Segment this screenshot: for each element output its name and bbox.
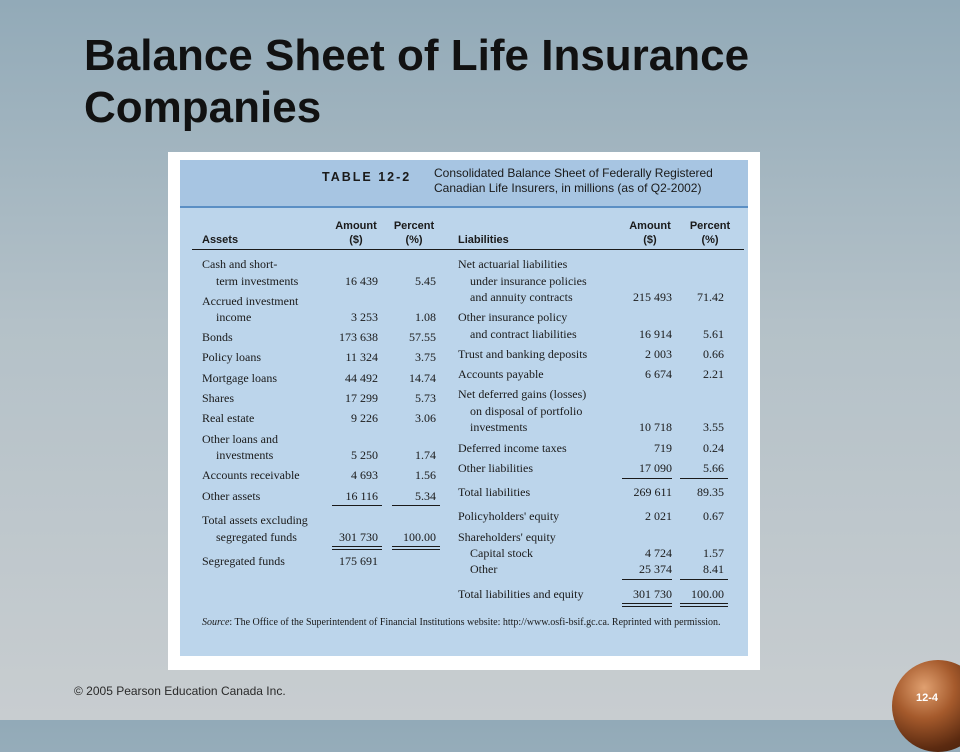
asset-percent: 1.08 [415, 310, 436, 324]
asset-percent: 1.74 [415, 448, 436, 462]
liability-amount: 16 914 [639, 327, 672, 341]
header-percent-unit: (%) [701, 234, 719, 246]
liability-amount: 2 021 [645, 509, 672, 523]
asset-percent: 3.75 [415, 350, 436, 364]
source-label: Source [202, 617, 230, 628]
liability-percent: 89.35 [697, 485, 724, 499]
liability-percent: 71.42 [697, 290, 724, 304]
header-amount-unit: ($) [643, 234, 657, 246]
liability-amount: 17 090 [639, 461, 672, 475]
total-rule [680, 603, 728, 607]
liability-label: under insurance policies [470, 274, 587, 288]
header-percent-unit: (%) [405, 234, 423, 246]
asset-percent: 3.06 [415, 411, 436, 425]
header-amount-label: Amount [335, 220, 377, 232]
subtotal-rule [332, 505, 382, 506]
balance-sheet-table [168, 152, 760, 670]
asset-label: Accrued investment [202, 294, 299, 308]
asset-percent: 1.56 [415, 468, 436, 482]
subtotal-rule [392, 505, 440, 506]
liability-amount: 25 374 [639, 562, 672, 576]
asset-amount: 4 693 [351, 468, 378, 482]
liability-label: and annuity contracts [470, 290, 573, 304]
subtotal-rule [622, 478, 672, 479]
liability-label: Accounts payable [458, 367, 544, 381]
asset-amount: 17 299 [345, 391, 378, 405]
liability-amount: 719 [654, 441, 672, 455]
asset-label: Bonds [202, 330, 233, 344]
liability-amount: 10 718 [639, 420, 672, 434]
asset-percent: 5.45 [415, 274, 436, 288]
liability-amount: 269 611 [633, 485, 672, 499]
page-number: 12-4 [916, 692, 939, 704]
header-assets-percent [386, 219, 442, 247]
page-number-badge [892, 660, 960, 752]
total-rule [332, 546, 382, 550]
liability-amount: 2 003 [645, 347, 672, 361]
asset-amount: 11 324 [345, 350, 378, 364]
liability-label: Total liabilities [458, 485, 531, 499]
liability-percent: 3.55 [703, 420, 724, 434]
asset-percent: 5.73 [415, 391, 436, 405]
asset-label: Segregated funds [202, 554, 285, 568]
table-banner [180, 160, 748, 208]
liability-percent: 8.41 [703, 562, 724, 576]
subtotal-rule [680, 478, 728, 479]
asset-label: Other loans and [202, 432, 278, 446]
asset-label: term investments [216, 274, 299, 288]
asset-label: investments [216, 448, 274, 462]
liability-label: Net deferred gains (losses) [458, 387, 587, 401]
table-number: TABLE 12-2 [322, 170, 412, 184]
asset-label: Other assets [202, 489, 261, 503]
liability-label: Other [470, 562, 498, 576]
asset-label: Mortgage loans [202, 371, 277, 385]
asset-amount: 16 116 [345, 489, 378, 503]
source-note [202, 616, 732, 629]
liability-percent: 2.21 [703, 367, 724, 381]
liability-amount: 301 730 [633, 587, 672, 601]
liability-label: on disposal of portfolio [470, 404, 583, 418]
liability-percent: 1.57 [703, 546, 724, 560]
header-amount-unit: ($) [349, 234, 363, 246]
asset-amount: 44 492 [345, 371, 378, 385]
header-liabilities-amount [620, 219, 680, 247]
asset-percent: 5.34 [415, 489, 436, 503]
asset-amount: 5 250 [351, 448, 378, 462]
asset-amount: 301 730 [339, 530, 378, 544]
asset-label: Accounts receivable [202, 468, 300, 482]
header-liabilities-percent [682, 219, 738, 247]
asset-amount: 175 691 [339, 554, 378, 568]
liability-label: Shareholders' equity [458, 530, 556, 544]
total-rule [392, 546, 440, 550]
liability-percent: 100.00 [691, 587, 724, 601]
liability-label: Net actuarial liabilities [458, 257, 568, 271]
liability-percent: 0.66 [703, 347, 724, 361]
asset-amount: 173 638 [339, 330, 378, 344]
header-assets-amount [326, 219, 386, 247]
asset-label: Shares [202, 391, 234, 405]
header-rule [192, 249, 744, 250]
liability-label: Total liabilities and equity [458, 587, 584, 601]
liability-percent: 0.24 [703, 441, 724, 455]
asset-label: Real estate [202, 411, 255, 425]
header-liabilities: Liabilities [458, 234, 509, 246]
header-percent-label: Percent [689, 220, 731, 232]
asset-amount: 3 253 [351, 310, 378, 324]
asset-label: Cash and short- [202, 257, 278, 271]
slide-title: Balance Sheet of Life Insurance Companies [84, 31, 750, 132]
header-assets: Assets [202, 234, 239, 246]
liability-label: Trust and banking deposits [458, 347, 588, 361]
liability-label: Deferred income taxes [458, 441, 567, 455]
asset-label: segregated funds [216, 530, 297, 544]
liability-label: Other liabilities [458, 461, 533, 475]
liability-percent: 5.61 [703, 327, 724, 341]
liability-amount: 6 674 [645, 367, 672, 381]
liability-label: Policyholders' equity [458, 509, 560, 523]
total-rule [622, 603, 672, 607]
source-text: : The Office of the Superintendent of Financial Institutions website: http://www.osfi-bsif.gc.ca. Reprinted with permission. [229, 617, 721, 628]
subtotal-rule [622, 579, 672, 580]
copyright-notice: © 2005 Pearson Education Canada Inc. [74, 684, 286, 698]
asset-amount: 16 439 [345, 274, 378, 288]
liability-label: Other insurance policy [458, 310, 568, 324]
asset-label: income [216, 310, 252, 324]
liability-label: Capital stock [470, 546, 533, 560]
liability-percent: 0.67 [703, 509, 724, 523]
asset-label: Policy loans [202, 350, 261, 364]
liability-label: investments [470, 420, 528, 434]
liability-amount: 215 493 [633, 290, 672, 304]
header-amount-label: Amount [629, 220, 671, 232]
asset-percent: 57.55 [409, 330, 436, 344]
liability-percent: 5.66 [703, 461, 724, 475]
liability-amount: 4 724 [645, 546, 672, 560]
asset-percent: 100.00 [403, 530, 436, 544]
liability-label: and contract liabilities [470, 327, 577, 341]
asset-label: Total assets excluding [202, 513, 308, 527]
asset-percent: 14.74 [409, 371, 436, 385]
table-panel [180, 160, 748, 656]
asset-amount: 9 226 [351, 411, 378, 425]
header-percent-label: Percent [393, 220, 435, 232]
subtotal-rule [680, 579, 728, 580]
table-caption: Consolidated Balance Sheet of Federally Registered Canadian Life Insurers, in millions (as of Q2-2002) [434, 166, 713, 195]
